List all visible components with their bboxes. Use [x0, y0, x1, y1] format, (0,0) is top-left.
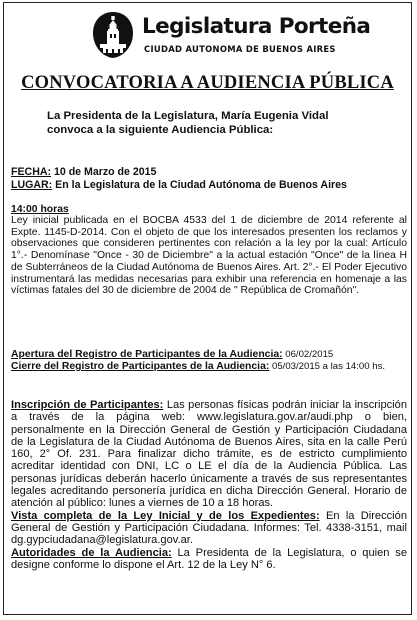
- intro-line-2: convoca a la siguiente Audiencia Pública:: [47, 124, 274, 136]
- inscripcion-paragraph: [11, 399, 407, 510]
- cierre-value: 05/03/2015 a las 14:00 hs.: [269, 361, 386, 372]
- law-description: Ley inicial publicada en el BOCBA 4533 del 1 de diciembre de 2014 referente al Expte. 1145-D-2014. Con el objeto de que los interesados presenten los reclamos y observaciones que consideren pertinentes con relación a la ley por la cual: Artículo 1°.- Denomínase "Once - 30 de Diciembre" a la actual estación "Once" de la línea H de Subterráneos de la Ciudad Autónoma de Buenos Aires. Art. 2°.- El Poder Ejecutivo instrumentará las medidas necesarias para exhibir una referencia en homenaje a las víctimas fatales del 30 de diciembre de 2004 de " República de Cromañón".: [11, 215, 407, 297]
- city-tower-shield-icon: [91, 11, 135, 59]
- inscripcion-text: Las personas físicas podrán iniciar la inscripción a través de la página web: www.legislatura.gov.ar/audi.php o bien, personalmente en la Dirección General de Gestión y Participación Ciudadana de la Legislatura de la Ciudad Autónoma de Buenos Aires, sita en la calle Perú 160, 2° Of. 231. Para finalizar dicho trámite, es de estricto cumplimiento acreditar identidad con DNI, LC o LE el día de la Audiencia Pública. Las personas jurídicas deberán hacerlo únicamente a través de sus representantes legales acreditando personería jurídica en dicha Dirección General. Horario de atención al público: lunes a viernes de 10 a 18 horas.: [11, 399, 407, 510]
- autoridades-text: La Presidenta de la Legislatura, o quien se designe conforme lo dispone el Art. 12 de la Ley N° 6.: [11, 546, 407, 571]
- page-title: CONVOCATORIA A AUDIENCIA PÚBLICA: [21, 73, 394, 93]
- hora-label: 14:00 horas: [11, 204, 69, 215]
- vista-text: En la Dirección General de Gestión y Participación Ciudadana. Informes: Tel. 4338-3151, mail dg.gypciudadana@legislatura.gov.ar.: [11, 509, 407, 547]
- autoridades-label: Autoridades de la Audiencia:: [11, 546, 172, 559]
- fecha-value: 10 de Marzo de 2015: [51, 166, 157, 178]
- date-place-block: [11, 166, 347, 191]
- intro-line-1: La Presidenta de la Legislatura, María Eugenia Vidal: [47, 110, 329, 122]
- lugar-value: En la Legislatura de la Ciudad Autónoma de Buenos Aires: [52, 178, 347, 191]
- org-subtitle: CIUDAD AUTONOMA DE BUENOS AIRES: [144, 44, 336, 54]
- intro-text: [47, 109, 397, 137]
- lugar-label: LUGAR:: [11, 178, 53, 191]
- apertura-value: 06/02/2015: [282, 349, 334, 360]
- apertura-label: Apertura del Registro de Participantes de la Audiencia:: [11, 349, 283, 360]
- inscripcion-block: [11, 399, 407, 571]
- autoridades-paragraph: [11, 547, 407, 572]
- inscripcion-label: Inscripción de Participantes:: [11, 399, 164, 411]
- registro-block: [11, 349, 385, 373]
- cierre-label: Cierre del Registro de Participantes de la Audiencia:: [11, 361, 270, 372]
- vista-label: Vista completa de la Ley Inicial y de los Expedientes:: [11, 509, 320, 522]
- vista-paragraph: [11, 510, 407, 547]
- document-frame: [3, 2, 412, 615]
- org-name: Legislatura Porteña: [142, 14, 371, 39]
- header: [4, 3, 411, 65]
- fecha-label: FECHA:: [11, 166, 52, 178]
